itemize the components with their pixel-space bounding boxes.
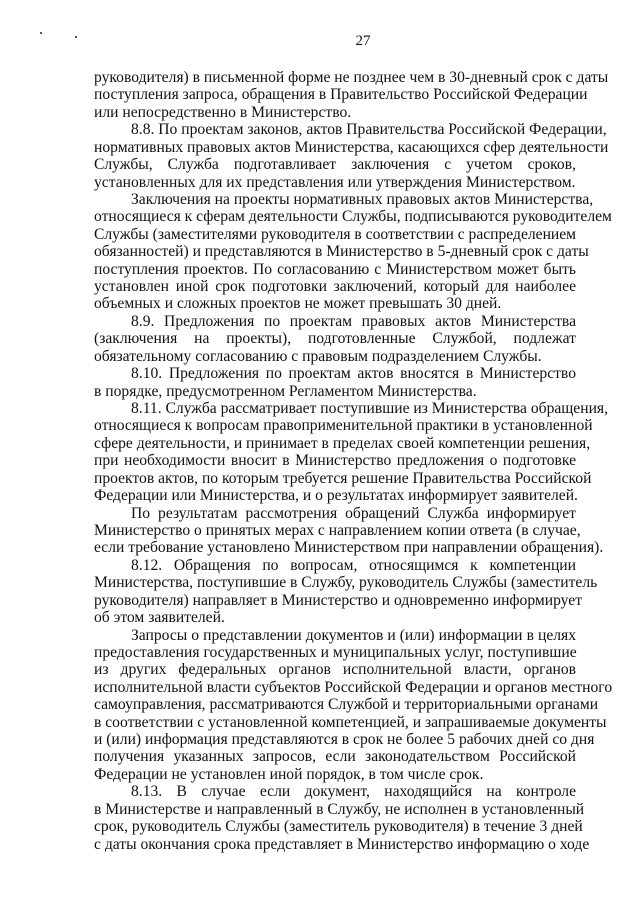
- text-line-content: в порядке, предусмотренном Регламентом Министерства.: [94, 382, 477, 400]
- paragraph: [94, 400, 608, 505]
- paragraph: [94, 313, 576, 365]
- text-line-content: По результатам рассмотрения обращений Служба информирует: [131, 504, 576, 522]
- text-line-content: получения указанных запросов, если законодательством Российской: [94, 748, 576, 766]
- page-number: 27: [355, 33, 371, 49]
- text-line: [94, 487, 576, 504]
- text-line: [94, 591, 583, 609]
- text-line: [94, 365, 576, 382]
- text-line: [94, 348, 576, 365]
- text-line-content: 8.13. В случае если документ, находящийся на контроле: [131, 783, 576, 801]
- text-line-content: поступления запроса, обращения в Правительство Российской Федерации: [94, 86, 588, 104]
- text-line-content: об этом заявителей.: [94, 609, 225, 627]
- text-line-content: при необходимости вносит в Министерство предложения о подготовке: [94, 452, 576, 470]
- text-line-content: исполнительной власти субъектов Российской Федерации и органов местного: [94, 678, 613, 696]
- text-line: [94, 208, 612, 226]
- text-line: [94, 713, 607, 731]
- text-line-content: 8.10. Предложения по проектам актов вносятся в Министерство: [131, 365, 576, 383]
- paragraph: [94, 626, 613, 784]
- text-line-content: руководителя) направляет в Министерство и одновременно информирует: [94, 591, 583, 609]
- text-line: [94, 731, 595, 749]
- text-line: [94, 383, 576, 400]
- text-line-content: или непосредственно в Министерство.: [94, 103, 352, 121]
- text-line-content: с даты окончания срока представляет в Министерство информацию о ходе: [94, 835, 590, 853]
- text-line-content: если требование установлено Министерством при направлении обращения).: [94, 539, 604, 557]
- paragraph: [94, 121, 609, 191]
- text-line: [94, 434, 591, 452]
- paragraph: [94, 783, 590, 853]
- text-line-content: Федерации или Министерства, и о результатах информирует заявителей.: [94, 487, 578, 505]
- text-line-content: самоуправления, рассматриваются Службой и территориальными органами: [94, 696, 599, 714]
- text-line: [94, 696, 599, 714]
- text-line-content: Службы (заместителями руководителя в соответствии с распределением: [94, 225, 577, 243]
- text-line-content: предоставления государственных и муниципальных услуг, поступившие: [94, 643, 577, 661]
- text-line: [94, 400, 608, 418]
- text-line-content: руководителя) в письменной форме не позднее чем в 30-дневный срок с даты: [94, 69, 609, 86]
- text-line: [94, 174, 576, 191]
- text-line: [94, 452, 576, 469]
- text-line: [94, 557, 576, 574]
- text-line: [94, 469, 592, 487]
- text-line-content: 8.12. Обращения по вопросам, относящимся к компетенции: [131, 556, 576, 574]
- text-line: [94, 330, 576, 347]
- text-line-content: из других федеральных органов исполнительной власти, органов: [94, 661, 576, 679]
- text-line-content: 8.11. Служба рассматривает поступившие из Министерства обращения,: [131, 400, 608, 418]
- text-line: [94, 295, 576, 312]
- text-line-content: нормативных правовых актов Министерства, касающихся сфер деятельности: [94, 138, 609, 156]
- paragraph: [94, 365, 576, 400]
- text-line: [94, 278, 576, 295]
- text-line: [94, 69, 609, 86]
- text-line: [94, 121, 607, 139]
- text-line: [94, 156, 576, 173]
- text-line: [94, 138, 609, 156]
- paragraph: [94, 556, 598, 627]
- text-line: [94, 678, 613, 696]
- text-line-content: 8.9. Предложения по проектам правовых актов Министерства: [131, 312, 576, 330]
- text-line-content: 8.8. По проектам законов, актов Правительства Российской Федерации,: [131, 121, 607, 139]
- text-line: [94, 226, 576, 243]
- text-line: [94, 835, 590, 853]
- text-line-content: Министерства, поступившие в Службу, руководитель Службы (заместитель: [94, 574, 598, 592]
- text-line: [94, 190, 594, 208]
- text-line-content: в Министерстве и направленный в Службу, не исполнен в установленный: [94, 800, 585, 818]
- text-line-content: Службы, Служба подготавливает заключения с учетом сроков,: [94, 156, 576, 174]
- text-line: [94, 505, 576, 522]
- text-line-content: Федерации не установлен иной порядок, в том числе срок.: [94, 765, 484, 783]
- text-line: [94, 818, 583, 836]
- text-line-content: в соответствии с установленной компетенцией, и запрашиваемые документы: [94, 713, 607, 731]
- text-line: [94, 86, 588, 104]
- text-line: [94, 627, 576, 644]
- text-line: [94, 748, 576, 765]
- text-line-content: сфере деятельности, и принимает в пределах своей компетенции решения,: [94, 434, 591, 452]
- text-line: [94, 261, 576, 278]
- text-line: [94, 661, 576, 678]
- text-line: [94, 783, 576, 800]
- text-line-content: поступления проектов. По согласованию с Министерством может быть: [94, 260, 576, 278]
- text-line: [94, 609, 576, 626]
- document-body: [94, 69, 613, 853]
- text-line: [94, 800, 585, 818]
- text-line: [94, 766, 576, 783]
- paragraph: [94, 69, 609, 121]
- text-line-content: обязательному согласованию с правовым подразделением Службы.: [94, 347, 542, 365]
- text-line: [94, 644, 576, 661]
- text-line: [94, 539, 604, 557]
- text-line: [94, 417, 593, 435]
- text-line-content: установлен иной срок подготовки заключений, который для наиболее: [94, 278, 576, 296]
- text-line: [94, 104, 576, 121]
- text-line-content: срок, руководитель Службы (заместитель руководителя) в течение 3 дней: [94, 818, 583, 836]
- paragraph: [94, 504, 604, 557]
- paragraph: [94, 190, 612, 313]
- text-line-content: проектов актов, по которым требуется решение Правительства Российской: [94, 469, 592, 487]
- text-line-content: установленных для их представления или утверждения Министерством.: [94, 173, 576, 191]
- text-line-content: (заключения на проекты), подготовленные Службой, подлежат: [94, 330, 576, 348]
- text-line-content: Министерство о принятых мерах с направлением копии ответа (в случае,: [94, 521, 581, 539]
- text-line: [94, 313, 576, 330]
- text-line-content: объемных и сложных проектов не может превышать 30 дней.: [94, 295, 502, 313]
- text-line-content: и (или) информация представляются в срок не более 5 рабочих дней со дня: [94, 731, 595, 749]
- text-line-content: обязанностей) и представляются в Министерство в 5-дневный срок с даты: [94, 243, 589, 261]
- text-line-content: Заключения на проекты нормативных правовых актов Министерства,: [131, 190, 594, 208]
- text-line: [94, 243, 589, 261]
- text-line-content: Запросы о представлении документов и (или) информации в целях: [131, 626, 576, 644]
- text-line: [94, 574, 598, 592]
- text-line-content: относящиеся к сферам деятельности Службы, подписываются руководителем: [94, 208, 612, 226]
- text-line: [94, 521, 581, 539]
- text-line-content: относящиеся к вопросам правоприменительной практики в установленной: [94, 417, 593, 435]
